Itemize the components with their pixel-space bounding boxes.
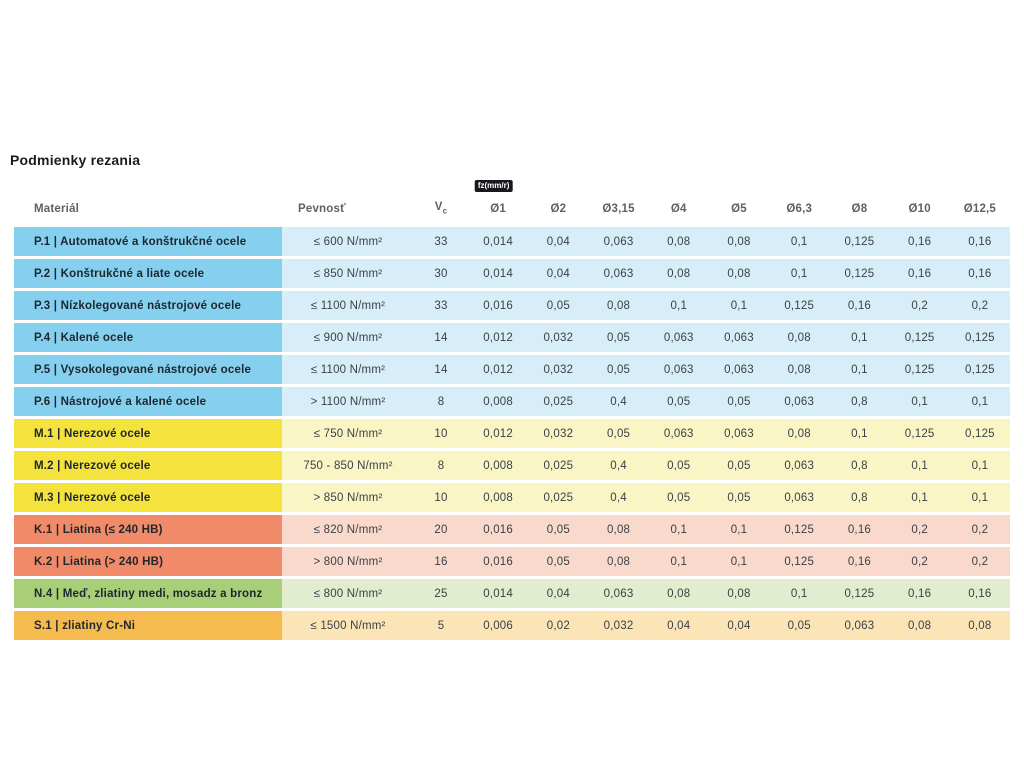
feed-value-cell: 0,014 (468, 227, 528, 256)
feed-value-cell: 0,1 (769, 227, 829, 256)
feed-value-cell: 0,2 (950, 515, 1010, 544)
vc-cell: 14 (414, 323, 468, 352)
strength-cell: ≤ 600 N/mm² (282, 227, 414, 256)
feed-value-cell: 0,063 (649, 323, 709, 352)
fz-unit-badge: fz(mm/r) (475, 180, 513, 192)
material-cell: S.1 | zliatiny Cr-Ni (14, 611, 282, 640)
material-cell: K.1 | Liatina (≤ 240 HB) (14, 515, 282, 544)
feed-value-cell: 0,16 (950, 259, 1010, 288)
feed-value-cell: 0,063 (588, 259, 648, 288)
header-row (14, 177, 1010, 224)
feed-value-cell: 0,4 (588, 483, 648, 512)
feed-value-cell: 0,1 (890, 483, 950, 512)
feed-value-cell: 0,1 (709, 515, 769, 544)
vc-cell: 8 (414, 387, 468, 416)
vc-cell: 14 (414, 355, 468, 384)
strength-cell: ≤ 1100 N/mm² (282, 355, 414, 384)
feed-value-cell: 0,08 (769, 419, 829, 448)
feed-value-cell: 0,08 (709, 579, 769, 608)
column-header-diameter (950, 177, 1010, 224)
strength-cell: ≤ 850 N/mm² (282, 259, 414, 288)
feed-value-cell: 0,4 (588, 387, 648, 416)
feed-value-cell: 0,125 (890, 419, 950, 448)
column-header-strength: Pevnosť (282, 177, 414, 224)
column-header-material: Materiál (14, 177, 282, 224)
diameter-label: Ø5 (731, 203, 747, 215)
diameter-label: Ø12,5 (963, 203, 997, 215)
feed-value-cell: 0,063 (588, 579, 648, 608)
feed-value-cell: 0,02 (528, 611, 588, 640)
feed-value-cell: 0,008 (468, 387, 528, 416)
table-header (14, 177, 1010, 224)
feed-value-cell: 0,016 (468, 515, 528, 544)
feed-value-cell: 0,012 (468, 323, 528, 352)
feed-value-cell: 0,1 (769, 579, 829, 608)
table-row (14, 355, 1010, 384)
column-header-diameter (769, 177, 829, 224)
feed-value-cell: 0,1 (709, 547, 769, 576)
table-row (14, 483, 1010, 512)
strength-cell: ≤ 900 N/mm² (282, 323, 414, 352)
feed-value-cell: 0,125 (890, 355, 950, 384)
table-row (14, 451, 1010, 480)
feed-value-cell: 0,08 (769, 355, 829, 384)
feed-value-cell: 0,008 (468, 483, 528, 512)
feed-value-cell: 0,05 (528, 515, 588, 544)
feed-value-cell: 0,08 (890, 611, 950, 640)
feed-value-cell: 0,063 (709, 323, 769, 352)
feed-value-cell: 0,05 (649, 483, 709, 512)
feed-value-cell: 0,2 (890, 547, 950, 576)
feed-value-cell: 0,16 (950, 227, 1010, 256)
feed-value-cell: 0,016 (468, 291, 528, 320)
material-cell: P.4 | Kalené ocele (14, 323, 282, 352)
feed-value-cell: 0,125 (829, 259, 889, 288)
feed-value-cell: 0,08 (588, 515, 648, 544)
strength-cell: 750 - 850 N/mm² (282, 451, 414, 480)
strength-cell: ≤ 820 N/mm² (282, 515, 414, 544)
feed-value-cell: 0,04 (649, 611, 709, 640)
feed-value-cell: 0,05 (588, 355, 648, 384)
feed-value-cell: 0,1 (649, 291, 709, 320)
feed-value-cell: 0,032 (528, 323, 588, 352)
material-cell: M.3 | Nerezové ocele (14, 483, 282, 512)
strength-cell: ≤ 750 N/mm² (282, 419, 414, 448)
feed-value-cell: 0,08 (769, 323, 829, 352)
column-header-diameter (649, 177, 709, 224)
table-row (14, 387, 1010, 416)
feed-value-cell: 0,025 (528, 483, 588, 512)
table-row (14, 227, 1010, 256)
feed-value-cell: 0,025 (528, 387, 588, 416)
feed-value-cell: 0,125 (829, 227, 889, 256)
strength-cell: > 850 N/mm² (282, 483, 414, 512)
feed-value-cell: 0,1 (890, 451, 950, 480)
feed-value-cell: 0,125 (950, 355, 1010, 384)
strength-cell: > 800 N/mm² (282, 547, 414, 576)
feed-value-cell: 0,008 (468, 451, 528, 480)
feed-value-cell: 0,05 (709, 483, 769, 512)
feed-value-cell: 0,125 (890, 323, 950, 352)
vc-cell: 30 (414, 259, 468, 288)
feed-value-cell: 0,1 (649, 515, 709, 544)
feed-value-cell: 0,1 (890, 387, 950, 416)
feed-value-cell: 0,063 (829, 611, 889, 640)
feed-value-cell: 0,125 (829, 579, 889, 608)
feed-value-cell: 0,05 (588, 323, 648, 352)
feed-value-cell: 0,063 (588, 227, 648, 256)
column-header-diameter (709, 177, 769, 224)
diameter-label: Ø6,3 (786, 203, 813, 215)
diameter-label: Ø3,15 (602, 203, 635, 215)
diameter-label: Ø2 (550, 203, 567, 215)
material-cell: M.2 | Nerezové ocele (14, 451, 282, 480)
feed-value-cell: 0,025 (528, 451, 588, 480)
feed-value-cell: 0,04 (528, 227, 588, 256)
vc-cell: 10 (414, 419, 468, 448)
page-title: Podmienky rezania (10, 152, 141, 168)
feed-value-cell: 0,1 (950, 451, 1010, 480)
feed-value-cell: 0,1 (950, 483, 1010, 512)
feed-value-cell: 0,4 (588, 451, 648, 480)
feed-value-cell: 0,012 (468, 419, 528, 448)
column-header-diameter (829, 177, 889, 224)
feed-value-cell: 0,063 (769, 387, 829, 416)
feed-value-cell: 0,04 (528, 259, 588, 288)
table-row (14, 323, 1010, 352)
feed-value-cell: 0,16 (890, 227, 950, 256)
column-header-diameter (528, 177, 588, 224)
feed-value-cell: 0,1 (829, 323, 889, 352)
vc-cell: 20 (414, 515, 468, 544)
feed-value-cell: 0,08 (649, 259, 709, 288)
feed-value-cell: 0,032 (588, 611, 648, 640)
feed-value-cell: 0,16 (890, 579, 950, 608)
feed-value-cell: 0,125 (769, 547, 829, 576)
feed-value-cell: 0,1 (649, 547, 709, 576)
column-header-diameter (588, 177, 648, 224)
feed-value-cell: 0,8 (829, 483, 889, 512)
feed-value-cell: 0,05 (709, 451, 769, 480)
feed-value-cell: 0,032 (528, 419, 588, 448)
material-cell: K.2 | Liatina (> 240 HB) (14, 547, 282, 576)
feed-value-cell: 0,05 (769, 611, 829, 640)
column-header-vc (414, 177, 468, 224)
feed-value-cell: 0,08 (649, 579, 709, 608)
feed-value-cell: 0,1 (769, 259, 829, 288)
diameter-label: Ø8 (851, 203, 868, 215)
feed-value-cell: 0,063 (709, 419, 769, 448)
feed-value-cell: 0,08 (709, 259, 769, 288)
feed-value-cell: 0,08 (950, 611, 1010, 640)
feed-value-cell: 0,014 (468, 259, 528, 288)
table-row (14, 291, 1010, 320)
feed-value-cell: 0,2 (950, 291, 1010, 320)
strength-cell: > 1100 N/mm² (282, 387, 414, 416)
feed-value-cell: 0,1 (829, 419, 889, 448)
strength-cell: ≤ 1500 N/mm² (282, 611, 414, 640)
feed-value-cell: 0,08 (588, 291, 648, 320)
vc-cell: 25 (414, 579, 468, 608)
vc-cell: 8 (414, 451, 468, 480)
feed-value-cell: 0,2 (890, 515, 950, 544)
feed-value-cell: 0,05 (649, 387, 709, 416)
feed-value-cell: 0,1 (950, 387, 1010, 416)
feed-value-cell: 0,2 (890, 291, 950, 320)
feed-value-cell: 0,016 (468, 547, 528, 576)
table-row (14, 611, 1010, 640)
material-cell: P.1 | Automatové a konštrukčné ocele (14, 227, 282, 256)
material-cell: P.5 | Vysokolegované nástrojové ocele (14, 355, 282, 384)
diameter-label: Ø10 (908, 203, 931, 215)
feed-value-cell: 0,8 (829, 451, 889, 480)
vc-cell: 16 (414, 547, 468, 576)
feed-value-cell: 0,16 (829, 547, 889, 576)
strength-cell: ≤ 1100 N/mm² (282, 291, 414, 320)
feed-value-cell: 0,063 (769, 451, 829, 480)
vc-cell: 33 (414, 227, 468, 256)
material-cell: P.3 | Nízkolegované nástrojové ocele (14, 291, 282, 320)
feed-value-cell: 0,2 (950, 547, 1010, 576)
cutting-conditions-table (14, 174, 1010, 643)
feed-value-cell: 0,012 (468, 355, 528, 384)
feed-value-cell: 0,05 (649, 451, 709, 480)
material-cell: N.4 | Meď, zliatiny medi, mosadz a bronz (14, 579, 282, 608)
table-body (14, 227, 1010, 640)
feed-value-cell: 0,8 (829, 387, 889, 416)
feed-value-cell: 0,032 (528, 355, 588, 384)
table-row (14, 579, 1010, 608)
feed-value-cell: 0,16 (829, 515, 889, 544)
feed-value-cell: 0,063 (649, 355, 709, 384)
feed-value-cell: 0,014 (468, 579, 528, 608)
feed-value-cell: 0,125 (950, 323, 1010, 352)
table-row (14, 259, 1010, 288)
table-row (14, 419, 1010, 448)
vc-cell: 5 (414, 611, 468, 640)
feed-value-cell: 0,006 (468, 611, 528, 640)
feed-value-cell: 0,08 (649, 227, 709, 256)
feed-value-cell: 0,05 (709, 387, 769, 416)
feed-value-cell: 0,16 (950, 579, 1010, 608)
feed-value-cell: 0,1 (829, 355, 889, 384)
table-row (14, 515, 1010, 544)
vc-cell: 10 (414, 483, 468, 512)
column-header-diameter (468, 177, 528, 224)
material-cell: P.2 | Konštrukčné a liate ocele (14, 259, 282, 288)
feed-value-cell: 0,125 (769, 515, 829, 544)
vc-label: V (434, 200, 443, 213)
feed-value-cell: 0,08 (709, 227, 769, 256)
material-cell: M.1 | Nerezové ocele (14, 419, 282, 448)
feed-value-cell: 0,16 (890, 259, 950, 288)
feed-value-cell: 0,063 (649, 419, 709, 448)
vc-subscript: c (442, 206, 448, 215)
feed-value-cell: 0,05 (588, 419, 648, 448)
diameter-label: Ø1 (490, 203, 506, 215)
feed-value-cell: 0,125 (769, 291, 829, 320)
feed-value-cell: 0,05 (528, 547, 588, 576)
vc-cell: 33 (414, 291, 468, 320)
feed-value-cell: 0,063 (709, 355, 769, 384)
material-cell: P.6 | Nástrojové a kalené ocele (14, 387, 282, 416)
column-header-diameter (890, 177, 950, 224)
diameter-label: Ø4 (670, 203, 687, 215)
table-row (14, 547, 1010, 576)
feed-value-cell: 0,1 (709, 291, 769, 320)
feed-value-cell: 0,063 (769, 483, 829, 512)
feed-value-cell: 0,05 (528, 291, 588, 320)
strength-cell: ≤ 800 N/mm² (282, 579, 414, 608)
feed-value-cell: 0,04 (528, 579, 588, 608)
feed-value-cell: 0,16 (829, 291, 889, 320)
feed-value-cell: 0,125 (950, 419, 1010, 448)
feed-value-cell: 0,08 (588, 547, 648, 576)
feed-value-cell: 0,04 (709, 611, 769, 640)
